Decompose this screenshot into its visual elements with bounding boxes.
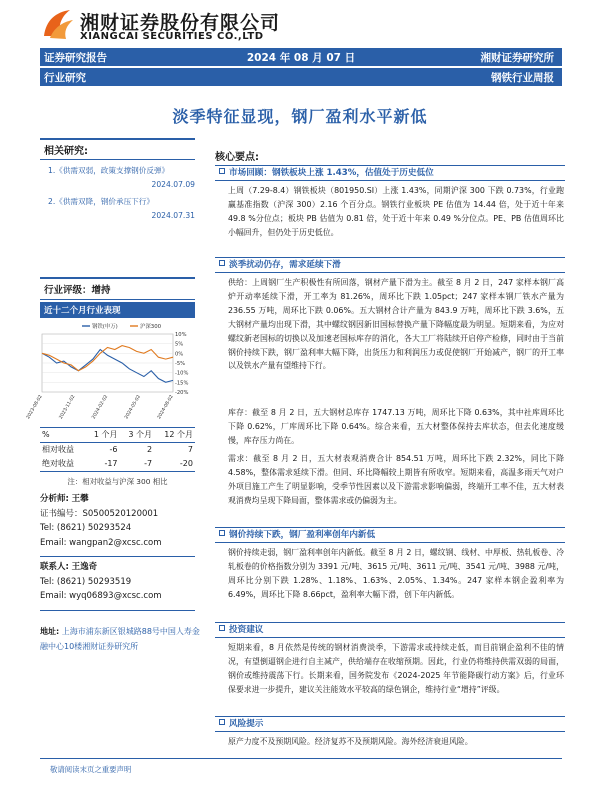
section-heading — [215, 257, 565, 273]
x-tick-label: 2024-02-02 — [91, 394, 110, 421]
perf-cell: -6 — [109, 445, 118, 454]
footer-disclaimer[interactable]: 敬请阅读末页之重要声明 — [50, 765, 132, 774]
analyst-tel: Tel: (8621) 50293524 — [40, 523, 132, 533]
contact-name: 王逸奇 — [71, 562, 98, 572]
paragraph: 短期来看，8 月依然是传统的钢材消费淡季，下游需求或持续走低，而目前钢企盈利不佳的情况，有望倒逼钢企进行自主减产，供给端存在收缩预期。因此，行业仍将维持供需双弱的局面，钢价或维持震荡下行。长期来看，国务院发布《2024-2025 年节能降碳行动方案》后，行业环保要求进一步提升，建议关注能效水平较高的绿色钢企，维持行业“增持”评级。 — [228, 643, 564, 694]
square-bullet-icon — [219, 168, 225, 174]
y-tick-label: 0% — [175, 351, 184, 358]
x-tick-label: 2024-05-02 — [124, 394, 142, 421]
divider — [40, 610, 195, 611]
x-tick-label: 2023-11-02 — [58, 394, 77, 421]
paragraph: 原产力度不及预期风险。经济复苏不及预期风险。海外经济衰退风险。 — [228, 737, 473, 746]
contact-tel: Tel: (8621) 50293519 — [40, 576, 132, 587]
y-tick-label: 5% — [175, 341, 184, 348]
legend-label: 沪深300 — [140, 324, 162, 330]
perf-cell: -7 — [144, 459, 153, 468]
square-bullet-icon — [219, 719, 225, 725]
contact-email[interactable]: Email: wyq06893@xcsc.com — [40, 591, 162, 601]
square-bullet-icon — [219, 530, 225, 536]
perf-cell: 7 — [187, 445, 193, 454]
address-block — [40, 624, 200, 654]
analyst-cert: 证书编号：S0500520120001 — [40, 508, 159, 519]
paragraph: 需求：截至 8 月 2 日，五大材表观消费合计 854.51 万吨，周环比下跌 2.32%，同比下降 4.58%，整体需求延续下滑。但同、环比降幅较上期皆有所收窄。短期来看，高温多雨天气对户外项目施工产生了明显影响，受季节性因素以及下游需求影响偏弱，终端开工率不佳，五大材表观消费均呈现下降局面，整体需求或仍偏弱为主。 — [228, 454, 564, 505]
report-category: 行业研究 — [44, 72, 86, 84]
series-line — [42, 346, 173, 371]
related-research — [40, 138, 195, 222]
related-item-title[interactable]: 1.《供需双弱，政策支撑钢价反弹》 — [48, 166, 170, 175]
y-tick-label: 10% — [175, 332, 187, 338]
y-tick-label: -20% — [175, 390, 189, 396]
y-tick-label: -5% — [175, 361, 186, 367]
perf-row-label: 相对收益 — [42, 445, 74, 454]
perf-cell: -20 — [179, 459, 193, 468]
paragraph: 供给：上周钢厂生产积极性有所回落，钢材产量下滑为主。截至 8 月 2 日，247 家样本钢厂高炉开动率延续下滑，开工率为 81.26%，周环比下跌 1.05pct；247 家样本钢厂铁水产量为 236.55 万吨，周环比下跌 0.06%。五大钢材合计产量为 843.9 万吨，周环比下跌 3.6%，五大钢材产量均出现下滑，其中螺纹钢因新旧国标替换产量下降幅度最为明显。短期来看，为应对螺纹新老国标的切换以及加速老国标库存的消化，各大工厂将陆续开启停产检修，同时由于当前钢价持续下跌，钢厂盈利率大幅下降，出货压力和利润压力或促使钢厂开始减产，钢厂的开工率以及铁水产量有望维持下行。 — [228, 278, 564, 371]
section-title: 风险提示 — [229, 719, 264, 729]
related-item-date: 2024.07.31 — [151, 211, 195, 220]
table-row — [40, 443, 195, 458]
header-bar-bottom — [40, 68, 562, 86]
y-tick-label: -10% — [175, 370, 189, 377]
related-item[interactable] — [40, 164, 195, 178]
paragraph: 上周（7.29-8.4）钢铁板块（801950.SI）上涨 1.43%，同期沪深 300 下跌 0.73%，行业跑赢基准指数（沪深 300）2.16 个百分点。钢铁行业板块 PE 估值为 14.44 倍，处于近十年来 49.8 %分位点；板块 PB 估值为 0.81 倍，处于近十年来 0.49 %分位点。PE、PB 估值周环比小幅回升，但仍处于历史低位。 — [228, 186, 564, 237]
perf-header: 3 个月 — [120, 428, 155, 443]
perf-row-label: 绝对收益 — [42, 459, 74, 468]
y-tick-label: -15% — [175, 380, 189, 387]
address-text: 上海市浦东新区银城路88号中国人寿金融中心10楼湘财证券研究所 — [40, 627, 200, 651]
section-title: 钢价持续下跌，钢厂盈利率创年内新低 — [229, 530, 376, 540]
industry-rating: 行业评级：增持 — [40, 277, 195, 300]
series-line — [42, 350, 173, 383]
perf-header: 1 个月 — [85, 428, 120, 443]
chart-title: 近十二个月行业表现 — [40, 302, 195, 318]
company-name-cn: 湘财证券股份有限公司 — [80, 12, 281, 34]
report-date: 2024 年 08 月 07 日 — [246, 52, 356, 64]
square-bullet-icon — [219, 625, 225, 631]
section-heading — [215, 716, 565, 732]
key-points-heading: 核心要点: — [215, 152, 259, 163]
company-logo — [40, 6, 400, 48]
key-points — [215, 148, 565, 163]
performance-chart — [26, 320, 195, 421]
paragraph: 库存：截至 8 月 2 日，五大钢材总库存 1747.13 万吨，周环比下降 0.63%，其中社库周环比下降 0.62%，厂库周环比下降 0.64%。综合来看，五大材整体保持去库状态，但去化速度缓慢，库存压力尚在。 — [228, 408, 564, 445]
paragraph: 钢价持续走弱，钢厂盈利率创年内新低。截至 8 月 2 日，螺纹钢、线材、中厚板、热轧板卷、冷轧板卷的价格指数分别为 3391 元/吨、3615 元/吨、3611 元/吨、3541 元/吨、3988 元/吨，周环比分别下跌 1.28%、1.18%、1.63%、2.05%、1.34%。247 家样本钢企盈利率为 6.49%，周环比下降 8.66pct，盈利率大幅下滑，创下年内新低。 — [228, 548, 564, 599]
section-title: 市场回顾：钢铁板块上涨 1.43%，估值处于历史低位 — [229, 168, 434, 178]
performance-table — [40, 427, 195, 472]
analyst-label: 分析师: — [40, 494, 69, 504]
section-title: 投资建议 — [229, 625, 264, 635]
perf-header: 12 个月 — [154, 428, 195, 443]
institute: 湘财证券研究所 — [480, 52, 554, 64]
footer-divider — [40, 758, 562, 759]
table-row — [40, 457, 195, 471]
page-title: 淡季特征显现，钢厂盈利水平新低 — [172, 107, 428, 126]
section-title: 淡季扰动仍存，需求延续下滑 — [229, 260, 341, 270]
related-item-date: 2024.07.09 — [151, 180, 195, 189]
report-series: 钢铁行业周报 — [491, 72, 554, 84]
related-heading: 相关研究: — [40, 138, 195, 160]
section-heading — [215, 527, 565, 543]
perf-header: % — [40, 428, 85, 443]
related-item[interactable] — [40, 195, 195, 209]
address-label: 地址: — [40, 627, 60, 636]
company-name-en: XIANGCAI SECURITIES CO.,LTD — [80, 31, 264, 42]
section-heading — [215, 165, 565, 181]
perf-cell: -17 — [104, 459, 118, 468]
legend-label: 钢铁(申万) — [92, 324, 118, 330]
square-bullet-icon — [219, 260, 225, 266]
section-heading — [215, 622, 565, 638]
divider — [40, 556, 195, 557]
xiangcai-logo-icon — [40, 6, 76, 42]
performance-chart-svg — [26, 320, 195, 421]
perf-note: 注：相对收益与沪深 300 相比 — [67, 477, 168, 486]
report-type: 证券研究报告 — [44, 52, 107, 64]
x-tick-label: 2024-08-02 — [157, 394, 175, 421]
contact-label: 联系人: — [40, 562, 69, 572]
header-bar-top — [40, 48, 562, 66]
analyst-email[interactable]: Email: wangpan2@xcsc.com — [40, 537, 162, 548]
x-tick-label: 2023-08-02 — [26, 394, 44, 421]
analyst-block — [40, 492, 200, 557]
analyst-name: 王攀 — [71, 494, 89, 504]
contact-block — [40, 560, 200, 611]
related-item-title[interactable]: 2.《供需双降，钢价承压下行》 — [48, 197, 154, 206]
perf-cell: 2 — [146, 445, 153, 454]
